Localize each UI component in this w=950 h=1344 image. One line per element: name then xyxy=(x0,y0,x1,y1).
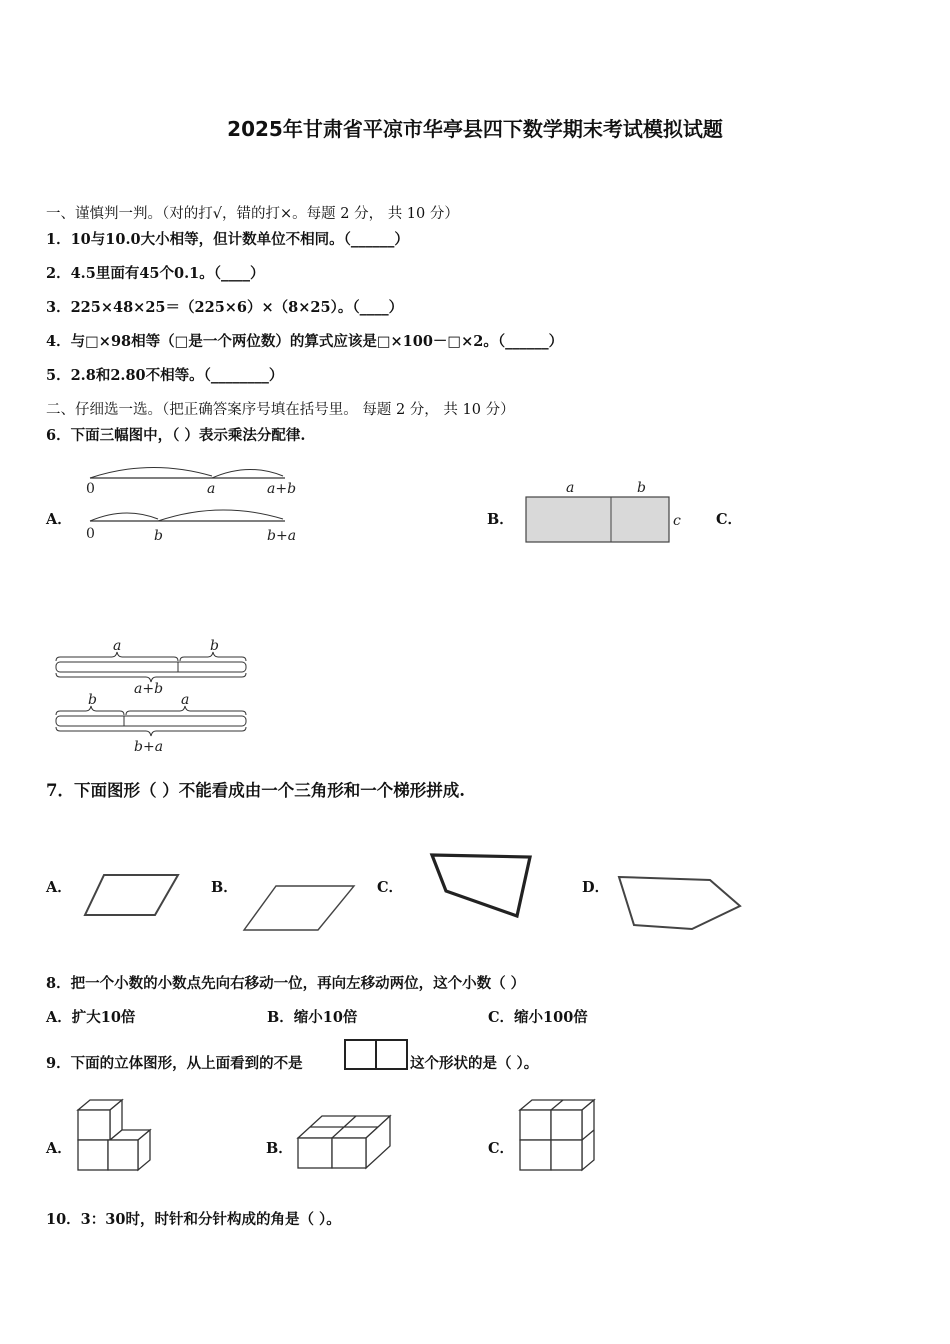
q6-b-b: b xyxy=(637,480,646,496)
q7-option-b-label: B． xyxy=(211,879,238,896)
q7-option-a-shape xyxy=(80,868,190,924)
question-4: 4．与□×98相等（□是一个两位数）的算式应该是□×100－□×2。（______） xyxy=(46,333,564,350)
q8-option-b: B．缩小10倍 xyxy=(267,1009,358,1026)
q6-option-b-label: B． xyxy=(487,511,514,528)
question-9-stem-after: 这个形状的是（ ）。 xyxy=(410,1055,539,1072)
q6-option-b-diagram xyxy=(520,478,700,548)
q6-a-line1-ab: a+b xyxy=(267,481,297,497)
question-2: 2．4.5里面有45个0.1。（____） xyxy=(46,265,265,282)
question-6-stem: 6．下面三幅图中，（ ）表示乘法分配律. xyxy=(46,427,306,444)
q8-option-c: C．缩小100倍 xyxy=(488,1009,588,1026)
q6-a-line2-zero: 0 xyxy=(86,526,95,542)
q8-option-a: A．扩大10倍 xyxy=(46,1009,136,1026)
q6-c-top-a: a xyxy=(113,638,122,654)
question-7-stem: 7．下面图形（ ）不能看成由一个三角形和一个梯形拼成. xyxy=(46,781,465,800)
section-1-heading: 一、谨慎判一判。（对的打√，错的打×。每题 2 分， 共 10 分） xyxy=(46,206,459,222)
q9-option-a-cubes xyxy=(74,1098,158,1174)
question-5: 5．2.8和2.80不相等。（________） xyxy=(46,367,284,384)
q6-c-top-ab: a+b xyxy=(134,681,164,697)
question-8-stem: 8．把一个小数的小数点先向右移动一位，再向左移动两位，这个小数（ ） xyxy=(46,975,526,992)
q6-a-line1-a: a xyxy=(207,481,216,497)
q9-option-c-cubes xyxy=(516,1096,600,1174)
q9-top-view-shape xyxy=(343,1038,409,1072)
q9-option-b-label: B． xyxy=(266,1140,293,1157)
q6-option-a-diagram xyxy=(80,458,320,548)
q9-option-b-cubes xyxy=(294,1110,398,1174)
q6-c-bottom-a: a xyxy=(181,692,190,708)
q7-option-b-shape xyxy=(240,880,360,936)
q7-option-d-shape xyxy=(614,872,744,934)
question-10: 10．3：30时，时针和分针构成的角是（ ）。 xyxy=(46,1211,341,1228)
section-2-heading: 二、仔细选一选。（把正确答案序号填在括号里。 每题 2 分， 共 10 分） xyxy=(46,402,515,418)
q6-b-a: a xyxy=(566,480,575,496)
q6-a-line2-ba: b+a xyxy=(267,528,297,544)
q7-option-d-label: D． xyxy=(582,879,610,896)
q6-option-c-diagram xyxy=(50,640,260,760)
question-9-stem-before: 9．下面的立体图形，从上面看到的不是 xyxy=(46,1055,303,1072)
page-title: 2025年甘肃省平凉市华亭县四下数学期末考试模拟试题 xyxy=(227,117,723,141)
q6-option-a-label: A． xyxy=(46,511,72,528)
q6-a-line2-b: b xyxy=(154,528,163,544)
q6-c-bottom-ba: b+a xyxy=(134,739,164,755)
question-3: 3．225×48×25＝（225×6）×（8×25）。（____） xyxy=(46,299,404,316)
q9-option-c-label: C． xyxy=(488,1140,515,1157)
q7-option-a-label: A． xyxy=(46,879,72,896)
q7-option-c-label: C． xyxy=(377,879,404,896)
q6-c-bottom-b: b xyxy=(88,692,97,708)
q6-b-c: c xyxy=(673,513,681,529)
q6-option-c-label: C． xyxy=(716,511,743,528)
question-1: 1．10与10.0大小相等，但计数单位不相同。（______） xyxy=(46,231,409,248)
q6-c-top-b: b xyxy=(210,638,219,654)
q6-a-line1-zero: 0 xyxy=(86,481,95,497)
q7-option-c-shape xyxy=(426,850,536,922)
q9-option-a-label: A． xyxy=(46,1140,72,1157)
